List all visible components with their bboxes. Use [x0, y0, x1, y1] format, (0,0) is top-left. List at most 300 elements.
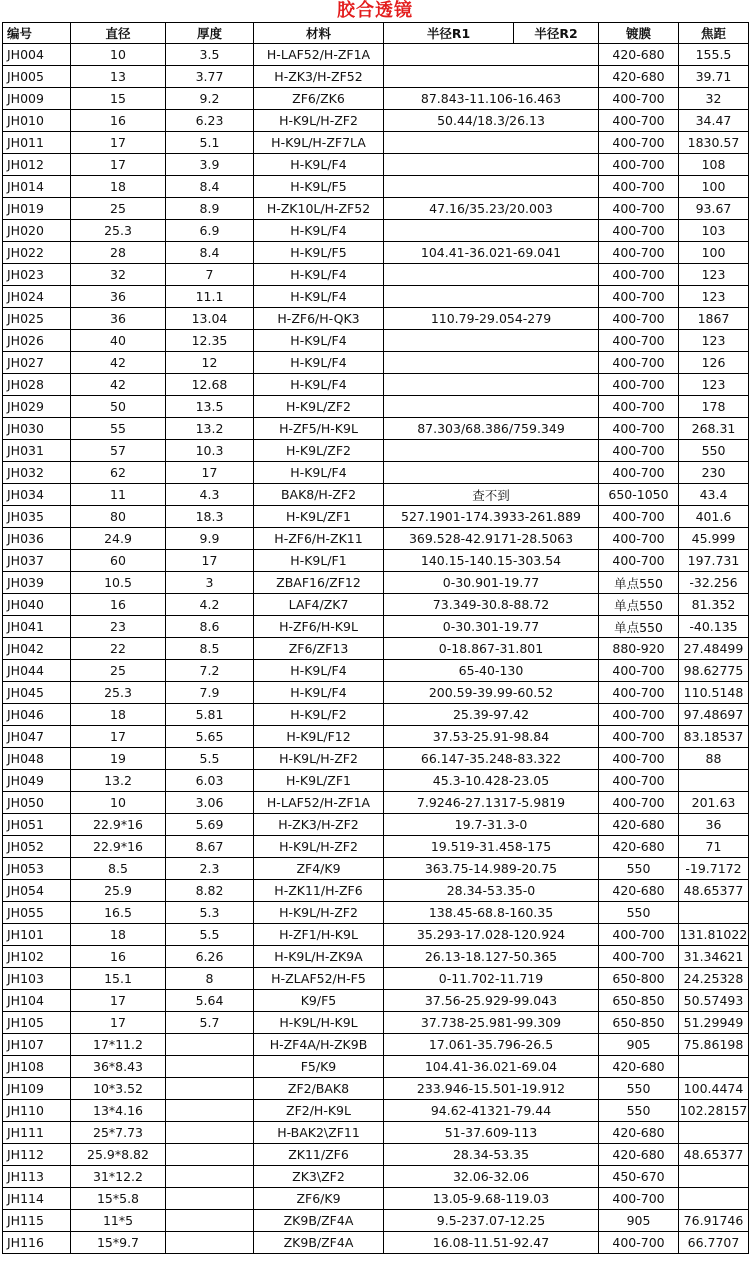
- cell-diameter: 13.2: [71, 770, 166, 792]
- cell-radius: [384, 396, 599, 418]
- cell-coating: 400-700: [599, 286, 679, 308]
- cell-coating: 400-700: [599, 308, 679, 330]
- cell-diameter: 18: [71, 176, 166, 198]
- cell-diameter: 8.5: [71, 858, 166, 880]
- cell-radius: 查不到: [384, 484, 599, 506]
- cell-id: JH046: [3, 704, 71, 726]
- cell-radius: 0-18.867-31.801: [384, 638, 599, 660]
- table-row: [3, 1232, 749, 1254]
- cell-coating: 420-680: [599, 814, 679, 836]
- cell-radius: [384, 176, 599, 198]
- cell-radius: [384, 264, 599, 286]
- table-row: [3, 308, 749, 330]
- cell-focal-length: 126: [679, 352, 749, 374]
- cell-coating: 400-700: [599, 1232, 679, 1254]
- header-cell-thickness: 厚度: [166, 23, 254, 44]
- cell-thickness: 13.5: [166, 396, 254, 418]
- cell-id: JH113: [3, 1166, 71, 1188]
- cell-material: H-K9L/F4: [254, 286, 384, 308]
- cell-coating: 400-700: [599, 506, 679, 528]
- cell-id: JH102: [3, 946, 71, 968]
- cell-thickness: 18.3: [166, 506, 254, 528]
- table-row: [3, 176, 749, 198]
- cell-material: H-K9L/F5: [254, 176, 384, 198]
- table-row: [3, 594, 749, 616]
- header-cell-coating: 镀膜: [599, 23, 679, 44]
- cell-thickness: 5.1: [166, 132, 254, 154]
- cell-material: H-K9L/F4: [254, 682, 384, 704]
- cell-diameter: 10: [71, 44, 166, 66]
- cell-diameter: 11*5: [71, 1210, 166, 1232]
- cell-diameter: 24.9: [71, 528, 166, 550]
- cell-material: H-K9L/H-ZK9A: [254, 946, 384, 968]
- table-row: [3, 792, 749, 814]
- cell-coating: 400-700: [599, 682, 679, 704]
- table-row: [3, 506, 749, 528]
- cell-id: JH104: [3, 990, 71, 1012]
- cell-radius: 94.62-41321-79.44: [384, 1100, 599, 1122]
- cell-coating: 550: [599, 858, 679, 880]
- cell-coating: 400-700: [599, 242, 679, 264]
- cell-diameter: 13: [71, 66, 166, 88]
- cell-radius: 25.39-97.42: [384, 704, 599, 726]
- table-row: [3, 550, 749, 572]
- cell-material: H-K9L/F4: [254, 352, 384, 374]
- table-row: [3, 242, 749, 264]
- cell-diameter: 55: [71, 418, 166, 440]
- cell-coating: 400-700: [599, 704, 679, 726]
- cell-radius: 37.53-25.91-98.84: [384, 726, 599, 748]
- cell-coating: 420-680: [599, 66, 679, 88]
- cell-material: H-ZF1/H-K9L: [254, 924, 384, 946]
- cell-coating: 550: [599, 1078, 679, 1100]
- table-row: [3, 616, 749, 638]
- cell-id: JH031: [3, 440, 71, 462]
- table-row: [3, 374, 749, 396]
- table-row: [3, 1078, 749, 1100]
- cell-thickness: 17: [166, 462, 254, 484]
- cell-thickness: 3.77: [166, 66, 254, 88]
- cell-thickness: 5.7: [166, 1012, 254, 1034]
- cell-diameter: 15: [71, 88, 166, 110]
- cell-focal-length: -19.7172: [679, 858, 749, 880]
- cell-radius: 37.738-25.981-99.309: [384, 1012, 599, 1034]
- cell-thickness: 8.82: [166, 880, 254, 902]
- cell-thickness: [166, 1078, 254, 1100]
- cell-coating: 450-670: [599, 1166, 679, 1188]
- cell-focal-length: 93.67: [679, 198, 749, 220]
- table-row: [3, 902, 749, 924]
- cell-focal-length: [679, 1056, 749, 1078]
- cell-radius: 47.16/35.23/20.003: [384, 198, 599, 220]
- cell-id: JH048: [3, 748, 71, 770]
- cell-thickness: 8.9: [166, 198, 254, 220]
- cell-material: ZK9B/ZF4A: [254, 1232, 384, 1254]
- cell-coating: 400-700: [599, 198, 679, 220]
- cell-radius: 110.79-29.054-279: [384, 308, 599, 330]
- table-row: [3, 132, 749, 154]
- cell-focal-length: 97.48697: [679, 704, 749, 726]
- table-row: [3, 396, 749, 418]
- cell-thickness: 5.81: [166, 704, 254, 726]
- table-row: [3, 44, 749, 66]
- cell-material: H-LAF52/H-ZF1A: [254, 792, 384, 814]
- cell-diameter: 62: [71, 462, 166, 484]
- cell-thickness: 12.68: [166, 374, 254, 396]
- table-row: [3, 1188, 749, 1210]
- cell-radius: 32.06-32.06: [384, 1166, 599, 1188]
- cell-material: H-ZF5/H-K9L: [254, 418, 384, 440]
- cell-radius: 28.34-53.35-0: [384, 880, 599, 902]
- cell-focal-length: [679, 902, 749, 924]
- cell-coating: 550: [599, 1100, 679, 1122]
- cell-coating: 420-680: [599, 44, 679, 66]
- cell-radius: 73.349-30.8-88.72: [384, 594, 599, 616]
- cell-focal-length: 51.29949: [679, 1012, 749, 1034]
- table-row: [3, 1012, 749, 1034]
- cell-id: JH052: [3, 836, 71, 858]
- cell-material: H-K9L/F4: [254, 374, 384, 396]
- cell-id: JH027: [3, 352, 71, 374]
- cell-thickness: [166, 1166, 254, 1188]
- cell-radius: 28.34-53.35: [384, 1144, 599, 1166]
- cell-focal-length: 108: [679, 154, 749, 176]
- cell-radius: [384, 286, 599, 308]
- table-row: [3, 1100, 749, 1122]
- cell-id: JH049: [3, 770, 71, 792]
- cell-focal-length: 550: [679, 440, 749, 462]
- cell-thickness: 4.2: [166, 594, 254, 616]
- cell-radius: [384, 154, 599, 176]
- cell-thickness: [166, 1100, 254, 1122]
- cell-id: JH030: [3, 418, 71, 440]
- cell-radius: 369.528-42.9171-28.5063: [384, 528, 599, 550]
- cell-focal-length: 103: [679, 220, 749, 242]
- cell-thickness: [166, 1144, 254, 1166]
- cell-radius: [384, 44, 599, 66]
- cell-coating: 400-700: [599, 924, 679, 946]
- table-row: [3, 858, 749, 880]
- cell-material: H-K9L/F2: [254, 704, 384, 726]
- table-row: [3, 418, 749, 440]
- cell-material: ZF4/K9: [254, 858, 384, 880]
- table-row: [3, 924, 749, 946]
- cell-diameter: 36: [71, 308, 166, 330]
- cell-material: H-K9L/F4: [254, 220, 384, 242]
- header-row: [3, 23, 749, 44]
- cell-id: JH020: [3, 220, 71, 242]
- cell-radius: 50.44/18.3/26.13: [384, 110, 599, 132]
- cell-thickness: 7.9: [166, 682, 254, 704]
- sheet-title: 胶合透镜: [337, 0, 413, 21]
- cell-diameter: 25: [71, 660, 166, 682]
- cell-diameter: 10: [71, 792, 166, 814]
- cell-focal-length: 178: [679, 396, 749, 418]
- cell-coating: 400-700: [599, 110, 679, 132]
- cell-radius: 26.13-18.127-50.365: [384, 946, 599, 968]
- cell-thickness: 3.9: [166, 154, 254, 176]
- cell-thickness: [166, 1034, 254, 1056]
- cell-material: H-K9L/ZF1: [254, 770, 384, 792]
- cell-focal-length: 98.62775: [679, 660, 749, 682]
- cell-focal-length: 100.4474: [679, 1078, 749, 1100]
- cell-coating: 400-700: [599, 88, 679, 110]
- cell-coating: 400-700: [599, 770, 679, 792]
- cell-id: JH114: [3, 1188, 71, 1210]
- cell-id: JH110: [3, 1100, 71, 1122]
- cell-coating: 400-700: [599, 154, 679, 176]
- cell-radius: 233.946-15.501-19.912: [384, 1078, 599, 1100]
- cell-radius: 9.5-237.07-12.25: [384, 1210, 599, 1232]
- cell-focal-length: 100: [679, 242, 749, 264]
- cell-id: JH051: [3, 814, 71, 836]
- cell-focal-length: 1830.57: [679, 132, 749, 154]
- cell-id: JH004: [3, 44, 71, 66]
- cell-focal-length: 123: [679, 374, 749, 396]
- cell-id: JH105: [3, 1012, 71, 1034]
- cell-material: H-ZK3/H-ZF2: [254, 814, 384, 836]
- cell-id: JH036: [3, 528, 71, 550]
- cell-material: ZF2/BAK8: [254, 1078, 384, 1100]
- table-row: [3, 946, 749, 968]
- cell-focal-length: 123: [679, 286, 749, 308]
- cell-material: H-K9L/H-ZF2: [254, 902, 384, 924]
- cell-focal-length: 39.71: [679, 66, 749, 88]
- cell-radius: 140.15-140.15-303.54: [384, 550, 599, 572]
- cell-focal-length: 31.34621: [679, 946, 749, 968]
- cell-material: LAF4/ZK7: [254, 594, 384, 616]
- cell-focal-length: 123: [679, 264, 749, 286]
- cell-diameter: 13*4.16: [71, 1100, 166, 1122]
- cell-material: H-K9L/F4: [254, 660, 384, 682]
- cell-coating: 400-700: [599, 660, 679, 682]
- cell-coating: 单点550: [599, 572, 679, 594]
- cell-id: JH054: [3, 880, 71, 902]
- cell-thickness: 3.5: [166, 44, 254, 66]
- cell-diameter: 17: [71, 132, 166, 154]
- cell-thickness: 5.5: [166, 924, 254, 946]
- table-row: [3, 484, 749, 506]
- cell-radius: 37.56-25.929-99.043: [384, 990, 599, 1012]
- cell-thickness: [166, 1188, 254, 1210]
- cell-material: H-K9L/ZF1: [254, 506, 384, 528]
- table-row: [3, 440, 749, 462]
- cell-id: JH103: [3, 968, 71, 990]
- table-row: [3, 330, 749, 352]
- cell-coating: 400-700: [599, 132, 679, 154]
- cell-coating: 400-700: [599, 726, 679, 748]
- cell-focal-length: 401.6: [679, 506, 749, 528]
- cell-diameter: 32: [71, 264, 166, 286]
- table-row: [3, 154, 749, 176]
- cell-diameter: 23: [71, 616, 166, 638]
- table-row: [3, 880, 749, 902]
- cell-focal-length: 32: [679, 88, 749, 110]
- cell-diameter: 17*11.2: [71, 1034, 166, 1056]
- cell-material: H-ZK11/H-ZF6: [254, 880, 384, 902]
- cell-diameter: 22: [71, 638, 166, 660]
- cell-radius: 0-11.702-11.719: [384, 968, 599, 990]
- cell-id: JH005: [3, 66, 71, 88]
- cell-id: JH026: [3, 330, 71, 352]
- cell-material: H-ZLAF52/H-F5: [254, 968, 384, 990]
- cell-id: JH029: [3, 396, 71, 418]
- cell-material: ZK9B/ZF4A: [254, 1210, 384, 1232]
- cell-id: JH108: [3, 1056, 71, 1078]
- cell-focal-length: 76.91746: [679, 1210, 749, 1232]
- cell-diameter: 50: [71, 396, 166, 418]
- cell-diameter: 25.3: [71, 220, 166, 242]
- table-row: [3, 1034, 749, 1056]
- cell-material: ZK11/ZF6: [254, 1144, 384, 1166]
- cell-radius: 17.061-35.796-26.5: [384, 1034, 599, 1056]
- header-cell-focal-length: 焦距: [679, 23, 749, 44]
- cell-thickness: 3: [166, 572, 254, 594]
- cell-focal-length: 45.999: [679, 528, 749, 550]
- cell-diameter: 16.5: [71, 902, 166, 924]
- cell-id: JH035: [3, 506, 71, 528]
- cell-focal-length: 34.47: [679, 110, 749, 132]
- cell-radius: [384, 66, 599, 88]
- cell-radius: 66.147-35.248-83.322: [384, 748, 599, 770]
- cell-focal-length: 43.4: [679, 484, 749, 506]
- cell-material: BAK8/H-ZF2: [254, 484, 384, 506]
- cell-thickness: 6.23: [166, 110, 254, 132]
- cell-focal-length: 155.5: [679, 44, 749, 66]
- cell-diameter: 18: [71, 704, 166, 726]
- cemented-lens-table: [2, 22, 749, 1254]
- cell-diameter: 17: [71, 154, 166, 176]
- cell-id: JH034: [3, 484, 71, 506]
- cell-coating: 单点550: [599, 616, 679, 638]
- cell-coating: 420-680: [599, 1122, 679, 1144]
- cell-diameter: 25.3: [71, 682, 166, 704]
- cell-radius: [384, 330, 599, 352]
- cell-thickness: 5.3: [166, 902, 254, 924]
- table-row: [3, 110, 749, 132]
- cell-material: H-ZF6/H-QK3: [254, 308, 384, 330]
- cell-diameter: 25.9: [71, 880, 166, 902]
- cell-material: H-ZF6/H-K9L: [254, 616, 384, 638]
- cell-diameter: 10*3.52: [71, 1078, 166, 1100]
- cell-thickness: 7: [166, 264, 254, 286]
- lens-spec-sheet: [2, 0, 748, 1254]
- cell-thickness: 6.9: [166, 220, 254, 242]
- cell-diameter: 36: [71, 286, 166, 308]
- header-cell-radius-r2: 半径R2: [514, 23, 599, 44]
- cell-radius: 16.08-11.51-92.47: [384, 1232, 599, 1254]
- cell-radius: 45.3-10.428-23.05: [384, 770, 599, 792]
- cell-focal-length: 83.18537: [679, 726, 749, 748]
- cell-coating: 400-700: [599, 528, 679, 550]
- cell-diameter: 22.9*16: [71, 836, 166, 858]
- cell-radius: 104.41-36.021-69.04: [384, 1056, 599, 1078]
- cell-id: JH107: [3, 1034, 71, 1056]
- table-row: [3, 1166, 749, 1188]
- cell-focal-length: 24.25328: [679, 968, 749, 990]
- cell-diameter: 16: [71, 110, 166, 132]
- cell-diameter: 15*9.7: [71, 1232, 166, 1254]
- cell-thickness: 10.3: [166, 440, 254, 462]
- cell-id: JH009: [3, 88, 71, 110]
- cell-coating: 650-1050: [599, 484, 679, 506]
- cell-id: JH044: [3, 660, 71, 682]
- cell-radius: 138.45-68.8-160.35: [384, 902, 599, 924]
- cell-id: JH045: [3, 682, 71, 704]
- cell-thickness: 6.03: [166, 770, 254, 792]
- cell-focal-length: 66.7707: [679, 1232, 749, 1254]
- cell-coating: 400-700: [599, 330, 679, 352]
- cell-thickness: 8.5: [166, 638, 254, 660]
- cell-diameter: 19: [71, 748, 166, 770]
- cell-coating: 905: [599, 1034, 679, 1056]
- cell-focal-length: 201.63: [679, 792, 749, 814]
- cell-id: JH012: [3, 154, 71, 176]
- cell-coating: 905: [599, 1210, 679, 1232]
- cell-material: H-K9L/ZF2: [254, 396, 384, 418]
- cell-focal-length: 88: [679, 748, 749, 770]
- cell-material: ZF6/K9: [254, 1188, 384, 1210]
- cell-coating: 400-700: [599, 352, 679, 374]
- table-row: [3, 1122, 749, 1144]
- cell-focal-length: 230: [679, 462, 749, 484]
- cell-coating: 400-700: [599, 946, 679, 968]
- cell-focal-length: 50.57493: [679, 990, 749, 1012]
- cell-radius: [384, 132, 599, 154]
- cell-radius: 7.9246-27.1317-5.9819: [384, 792, 599, 814]
- cell-focal-length: 102.28157: [679, 1100, 749, 1122]
- cell-diameter: 25: [71, 198, 166, 220]
- cell-coating: 400-700: [599, 418, 679, 440]
- cell-id: JH022: [3, 242, 71, 264]
- cell-id: JH101: [3, 924, 71, 946]
- cell-coating: 400-700: [599, 550, 679, 572]
- cell-id: JH111: [3, 1122, 71, 1144]
- cell-focal-length: 100: [679, 176, 749, 198]
- cell-focal-length: 110.5148: [679, 682, 749, 704]
- cell-diameter: 17: [71, 1012, 166, 1034]
- cell-thickness: 17: [166, 550, 254, 572]
- cell-thickness: 5.5: [166, 748, 254, 770]
- cell-material: F5/K9: [254, 1056, 384, 1078]
- cell-radius: 87.843-11.106-16.463: [384, 88, 599, 110]
- cell-diameter: 22.9*16: [71, 814, 166, 836]
- cell-coating: 400-700: [599, 462, 679, 484]
- table-row: [3, 88, 749, 110]
- cell-thickness: 5.64: [166, 990, 254, 1012]
- cell-id: JH041: [3, 616, 71, 638]
- header-cell-id: 编号: [3, 23, 71, 44]
- table-row: [3, 220, 749, 242]
- cell-thickness: 9.9: [166, 528, 254, 550]
- cell-material: H-K9L/F1: [254, 550, 384, 572]
- cell-diameter: 15.1: [71, 968, 166, 990]
- cell-radius: 19.519-31.458-175: [384, 836, 599, 858]
- cell-material: H-K9L/F5: [254, 242, 384, 264]
- cell-thickness: 11.1: [166, 286, 254, 308]
- cell-material: H-K9L/H-ZF2: [254, 110, 384, 132]
- cell-material: H-K9L/F4: [254, 264, 384, 286]
- cell-coating: 650-800: [599, 968, 679, 990]
- table-row: [3, 1056, 749, 1078]
- cell-thickness: [166, 1122, 254, 1144]
- cell-coating: 420-680: [599, 880, 679, 902]
- cell-material: ZK3\ZF2: [254, 1166, 384, 1188]
- cell-radius: 87.303/68.386/759.349: [384, 418, 599, 440]
- cell-thickness: 8: [166, 968, 254, 990]
- cell-material: H-LAF52/H-ZF1A: [254, 44, 384, 66]
- cell-diameter: 80: [71, 506, 166, 528]
